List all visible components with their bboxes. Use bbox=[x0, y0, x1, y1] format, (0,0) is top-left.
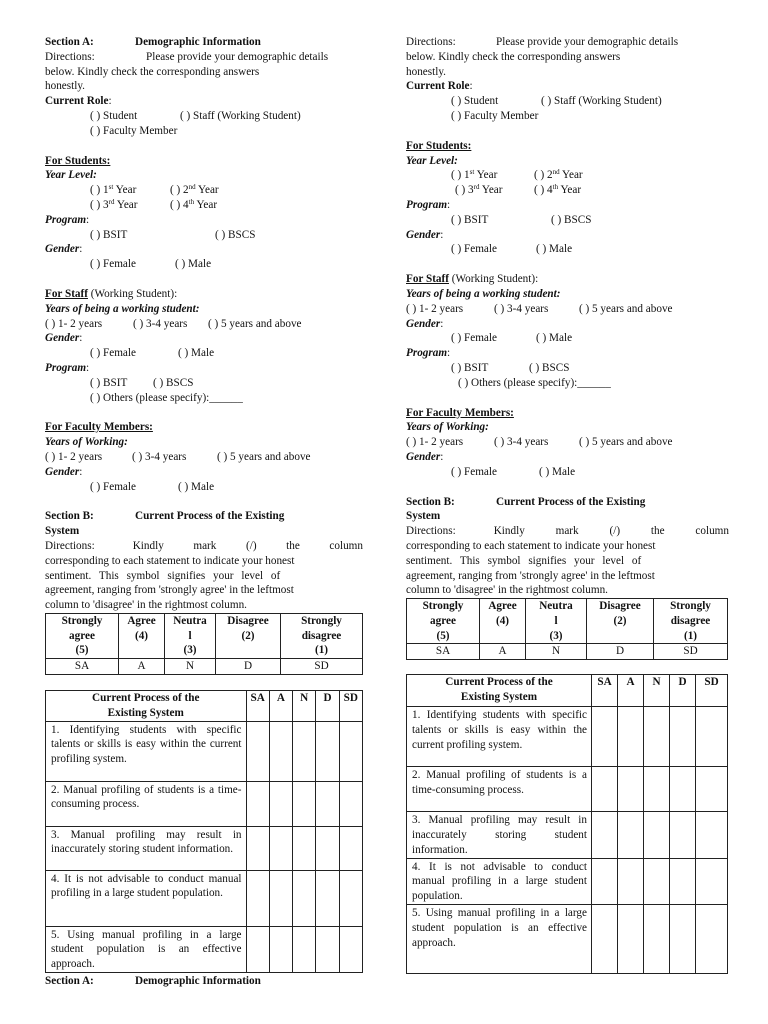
faculty-gender-label: Gender: bbox=[406, 450, 444, 463]
scale-header-row bbox=[407, 599, 728, 644]
year-4-sup: th bbox=[552, 183, 559, 192]
role-faculty-option[interactable]: ( ) Faculty Member bbox=[90, 124, 178, 137]
b-directions-label: Directions: bbox=[406, 525, 456, 538]
current-role-text: Current Role bbox=[45, 95, 109, 108]
table-row bbox=[407, 812, 728, 858]
years-5-option[interactable]: ( ) 5 years and above bbox=[208, 317, 302, 330]
col-sa-header: SA bbox=[592, 675, 618, 707]
rating-cell-sd[interactable] bbox=[696, 767, 728, 812]
year-1-text: ( ) 1 bbox=[451, 169, 470, 182]
table-row bbox=[46, 870, 363, 926]
years-3-4-option[interactable]: ( ) 3-4 years bbox=[494, 436, 549, 449]
year-3-text: ( ) 3 bbox=[90, 198, 109, 211]
section-b-title-2: System bbox=[406, 510, 441, 523]
program-text: Program bbox=[45, 213, 87, 226]
gender-text: Gender bbox=[406, 317, 441, 330]
scale-code-d: D bbox=[587, 644, 654, 660]
year-row-1 bbox=[45, 183, 363, 198]
year-2-option[interactable] bbox=[170, 184, 219, 196]
rating-cell-d[interactable] bbox=[670, 905, 696, 974]
section-b-title: Current Process of the Existing bbox=[496, 495, 646, 508]
rating-cell-a[interactable] bbox=[269, 870, 292, 926]
section-b-heading bbox=[406, 495, 729, 510]
scale-code-sd: SD bbox=[281, 659, 363, 675]
rating-cell-n[interactable] bbox=[293, 781, 316, 826]
statement-5: 5. Using manual profiling in a large student population is an effective approach. bbox=[407, 905, 592, 974]
spacer bbox=[406, 257, 729, 272]
col-n-header: N bbox=[644, 675, 670, 707]
years-1-2-option[interactable]: ( ) 1- 2 years bbox=[406, 436, 464, 449]
col-sa-header: SA bbox=[246, 691, 269, 722]
scale-code-sa: SA bbox=[407, 644, 480, 660]
female-option[interactable]: ( ) Female bbox=[451, 332, 497, 345]
for-staff-heading bbox=[45, 287, 363, 302]
directions-line-3: honestly. bbox=[45, 80, 85, 93]
directions-text: Please provide your demographic details bbox=[496, 36, 679, 48]
process-header: Current Process of the Existing System bbox=[407, 675, 592, 707]
section-b-heading bbox=[45, 509, 363, 524]
table-row bbox=[46, 721, 363, 781]
rating-cell-a[interactable] bbox=[618, 905, 644, 974]
role-staff-option[interactable]: ( ) Staff (Working Student) bbox=[180, 109, 301, 122]
spacer bbox=[406, 124, 729, 139]
scale-code-n: N bbox=[165, 659, 216, 675]
year-1-suffix: Year bbox=[474, 169, 498, 182]
year-3-sup: rd bbox=[108, 197, 115, 206]
statement-4: 4. It is not advisable to conduct manual profiling in a large student population. bbox=[46, 870, 247, 926]
years-working-label: Years of Working: bbox=[45, 436, 128, 449]
years-3-4-option[interactable]: ( ) 3-4 years bbox=[494, 302, 549, 315]
spacer bbox=[406, 480, 729, 495]
b-directions-line-5: column to 'disagree' in the rightmost column. bbox=[45, 599, 247, 612]
staff-gender-label: Gender: bbox=[45, 332, 83, 345]
table-row bbox=[407, 858, 728, 904]
faculty-years-row bbox=[406, 435, 729, 450]
year-4-suffix: Year bbox=[194, 198, 218, 211]
current-role-label: Current Role: bbox=[45, 95, 112, 108]
section-a-label: Section A: bbox=[45, 36, 94, 48]
section-b-title-2: System bbox=[45, 525, 80, 538]
b-directions-line-2: corresponding to each statement to indicate your honest bbox=[45, 554, 295, 567]
role-option-row bbox=[45, 109, 363, 124]
rating-cell-a[interactable] bbox=[269, 721, 292, 781]
statement-2: 2. Manual profiling of students is a time-consuming process. bbox=[46, 781, 247, 826]
section-b-label: Section B: bbox=[406, 495, 455, 508]
scale-code-n: N bbox=[526, 644, 587, 660]
female-option[interactable]: ( ) Female bbox=[451, 243, 497, 256]
col-d-header: D bbox=[316, 691, 339, 722]
col-sd-header: SD bbox=[339, 691, 362, 722]
scale-disagree-header: Disagree (2) bbox=[216, 613, 281, 658]
col-n-header: N bbox=[293, 691, 316, 722]
col-sd-header: SD bbox=[696, 675, 728, 707]
rating-scale-table bbox=[406, 598, 728, 660]
program-text: Program bbox=[45, 361, 87, 374]
years-5-option[interactable]: ( ) 5 years and above bbox=[579, 436, 673, 449]
years-1-2-option[interactable]: ( ) 1- 2 years bbox=[45, 317, 103, 330]
footer-section-a-label: Section A: bbox=[45, 975, 94, 988]
year-2-suffix: Year bbox=[195, 184, 219, 197]
rating-cell-n[interactable] bbox=[293, 870, 316, 926]
process-rating-table bbox=[406, 674, 728, 974]
bsit-option[interactable]: ( ) BSIT bbox=[451, 361, 489, 374]
year-3-suffix: Year bbox=[114, 198, 138, 211]
program-text: Program bbox=[406, 347, 448, 360]
current-role-label: Current Role: bbox=[406, 80, 473, 93]
b-directions-line-1 bbox=[45, 539, 363, 554]
rating-cell-a[interactable] bbox=[618, 707, 644, 767]
year-2-text: ( ) 2 bbox=[534, 169, 553, 182]
rating-cell-sd[interactable] bbox=[339, 826, 362, 870]
statement-3: 3. Manual profiling may result in inaccurately storing student information. bbox=[407, 812, 592, 858]
bsit-option[interactable]: ( ) BSIT bbox=[90, 376, 128, 389]
program-row bbox=[45, 228, 363, 243]
rating-cell-a[interactable] bbox=[618, 767, 644, 812]
year-4-sup: th bbox=[188, 197, 195, 206]
year-1-suffix: Year bbox=[113, 184, 137, 197]
rating-cell-d[interactable] bbox=[316, 826, 339, 870]
gender-label: Gender: bbox=[406, 228, 444, 241]
staff-years-row bbox=[406, 302, 729, 317]
gender-row bbox=[45, 257, 363, 272]
directions-text: Please provide your demographic details bbox=[146, 50, 329, 63]
spacer bbox=[45, 405, 363, 420]
staff-program-row bbox=[406, 361, 729, 376]
faculty-gender-row bbox=[45, 480, 363, 495]
rating-cell-sa[interactable] bbox=[246, 781, 269, 826]
rating-scale-table bbox=[45, 613, 363, 675]
year-2-text: ( ) 2 bbox=[170, 184, 189, 197]
bscs-option[interactable]: ( ) BSCS bbox=[215, 228, 256, 241]
gender-row bbox=[406, 242, 729, 257]
years-working-label: Years of Working: bbox=[406, 421, 489, 434]
years-working-student-label: Years of being a working student: bbox=[406, 287, 561, 300]
role-student-option[interactable]: ( ) Student bbox=[90, 109, 138, 122]
table-row bbox=[46, 826, 363, 870]
female-option[interactable]: ( ) Female bbox=[90, 347, 136, 360]
female-option[interactable]: ( ) Female bbox=[90, 258, 136, 271]
statement-4: 4. It is not advisable to conduct manual profiling in a large student population. bbox=[407, 858, 592, 904]
bsit-option[interactable]: ( ) BSIT bbox=[90, 228, 128, 241]
faculty-years-row bbox=[45, 450, 363, 465]
year-2-sup: nd bbox=[188, 183, 196, 192]
role-option-row bbox=[406, 94, 729, 109]
male-option[interactable]: ( ) Male bbox=[536, 332, 573, 345]
years-1-2-option[interactable]: ( ) 1- 2 years bbox=[406, 302, 464, 315]
scale-code-a: A bbox=[480, 644, 526, 660]
years-5-option[interactable]: ( ) 5 years and above bbox=[579, 302, 673, 315]
section-a-title: Demographic Information bbox=[135, 36, 261, 48]
bscs-option[interactable]: ( ) BSCS bbox=[529, 361, 570, 374]
year-level-label: Year Level: bbox=[406, 154, 458, 167]
left-questionnaire-column bbox=[45, 35, 363, 989]
bsit-option[interactable]: ( ) BSIT bbox=[451, 213, 489, 226]
staff-gender-row bbox=[45, 346, 363, 361]
for-staff-suffix: (Working Student): bbox=[448, 273, 539, 286]
year-3-text: ( ) 3 bbox=[455, 184, 474, 197]
for-faculty-heading: For Faculty Members: bbox=[406, 406, 514, 419]
rating-cell-sa[interactable] bbox=[592, 812, 618, 858]
rating-cell-sd[interactable] bbox=[696, 858, 728, 904]
for-staff-heading bbox=[406, 272, 729, 287]
rating-cell-sd[interactable] bbox=[696, 812, 728, 858]
table-row bbox=[46, 926, 363, 972]
process-header-row bbox=[407, 675, 728, 707]
rating-cell-n[interactable] bbox=[644, 707, 670, 767]
table-row bbox=[407, 905, 728, 974]
table-row bbox=[46, 781, 363, 826]
staff-program-label: Program: bbox=[406, 347, 451, 360]
b-directions-line-4: agreement, ranging from 'strongly agree' in the leftmost bbox=[406, 569, 655, 582]
statement-1: 1. Identifying students with specific talents or skills is easy within the current profiling system. bbox=[46, 721, 247, 781]
year-1-option[interactable] bbox=[451, 168, 534, 183]
year-1-sup: st bbox=[469, 168, 475, 177]
scale-agree-header: Agree (4) bbox=[480, 599, 526, 644]
bscs-option[interactable]: ( ) BSCS bbox=[551, 213, 592, 226]
process-header-row bbox=[46, 691, 363, 722]
directions-line-1 bbox=[406, 35, 729, 50]
year-row-2 bbox=[45, 198, 363, 213]
rating-cell-sa[interactable] bbox=[246, 926, 269, 972]
b-directions-text: Kindly mark (/) the column bbox=[493, 525, 729, 538]
scale-header-row bbox=[46, 613, 363, 658]
year-3-sup: rd bbox=[473, 183, 480, 192]
col-a-header: A bbox=[269, 691, 292, 722]
years-3-4-option[interactable]: ( ) 3-4 years bbox=[132, 450, 187, 463]
process-header: Current Process of the Existing System bbox=[46, 691, 247, 722]
directions-line-1 bbox=[45, 50, 363, 65]
year-3-option[interactable] bbox=[455, 183, 534, 198]
current-role-text: Current Role bbox=[406, 80, 470, 93]
scale-code-row bbox=[46, 659, 363, 675]
gender-text: Gender bbox=[45, 243, 80, 256]
rating-cell-n[interactable] bbox=[293, 826, 316, 870]
rating-cell-n[interactable] bbox=[293, 721, 316, 781]
rating-cell-sa[interactable] bbox=[592, 905, 618, 974]
statement-5: 5. Using manual profiling in a large student population is an effective approach. bbox=[46, 926, 247, 972]
rating-cell-a[interactable] bbox=[269, 826, 292, 870]
rating-cell-d[interactable] bbox=[316, 926, 339, 972]
directions-line-2: below. Kindly check the corresponding answers bbox=[406, 50, 621, 63]
others-option[interactable]: ( ) Others (please specify):______ bbox=[458, 376, 611, 389]
faculty-gender-label: Gender: bbox=[45, 465, 83, 478]
directions-label: Directions: bbox=[406, 36, 456, 48]
for-staff-label: For Staff bbox=[406, 273, 449, 286]
program-label: Program: bbox=[45, 213, 90, 226]
b-directions-line-1 bbox=[406, 524, 729, 539]
rating-cell-a[interactable] bbox=[269, 781, 292, 826]
scale-code-d: D bbox=[216, 659, 281, 675]
scale-agree-header: Agree (4) bbox=[119, 613, 165, 658]
rating-cell-sa[interactable] bbox=[246, 826, 269, 870]
year-4-option[interactable] bbox=[170, 199, 217, 211]
year-2-option[interactable] bbox=[534, 169, 583, 181]
gender-text: Gender bbox=[406, 450, 441, 463]
years-working-student-label: Years of being a working student: bbox=[45, 302, 200, 315]
directions-line-3: honestly. bbox=[406, 65, 446, 78]
for-staff-label: For Staff bbox=[45, 287, 88, 300]
program-row bbox=[406, 213, 729, 228]
staff-program-row bbox=[45, 376, 363, 391]
program-label: Program: bbox=[406, 198, 451, 211]
staff-gender-label: Gender: bbox=[406, 317, 444, 330]
rating-cell-d[interactable] bbox=[316, 781, 339, 826]
scale-code-sa: SA bbox=[46, 659, 119, 675]
for-students-heading: For Students: bbox=[406, 139, 472, 152]
gender-text: Gender bbox=[45, 465, 80, 478]
rating-cell-sd[interactable] bbox=[696, 707, 728, 767]
year-1-option[interactable] bbox=[90, 183, 170, 198]
male-option[interactable]: ( ) Male bbox=[539, 465, 576, 478]
scale-strongly-agree-header: Strongly agree (5) bbox=[407, 599, 480, 644]
b-directions-line-5: column to 'disagree' in the rightmost column. bbox=[406, 584, 608, 597]
rating-cell-sa[interactable] bbox=[246, 870, 269, 926]
rating-cell-d[interactable] bbox=[316, 721, 339, 781]
gender-label: Gender: bbox=[45, 243, 83, 256]
year-4-text: ( ) 4 bbox=[170, 198, 189, 211]
male-option[interactable]: ( ) Male bbox=[536, 243, 573, 256]
year-2-sup: nd bbox=[552, 168, 560, 177]
scale-code-sd: SD bbox=[654, 644, 728, 660]
b-directions-line-2: corresponding to each statement to indicate your honest bbox=[406, 539, 656, 552]
rating-cell-d[interactable] bbox=[670, 858, 696, 904]
year-level-label: Year Level: bbox=[45, 169, 97, 182]
faculty-gender-row bbox=[406, 465, 729, 480]
year-1-text: ( ) 1 bbox=[90, 184, 109, 197]
rating-cell-sd[interactable] bbox=[339, 926, 362, 972]
rating-cell-a[interactable] bbox=[618, 858, 644, 904]
staff-program-label: Program: bbox=[45, 361, 90, 374]
year-row-2 bbox=[406, 183, 729, 198]
others-option[interactable]: ( ) Others (please specify):______ bbox=[90, 391, 243, 404]
scale-neutral-header: Neutra l (3) bbox=[526, 599, 587, 644]
years-3-4-option[interactable]: ( ) 3-4 years bbox=[133, 317, 188, 330]
gender-text: Gender bbox=[45, 332, 80, 345]
directions-line-2: below. Kindly check the corresponding answers bbox=[45, 65, 260, 78]
year-1-sup: st bbox=[108, 183, 114, 192]
scale-strongly-agree-header: Strongly agree (5) bbox=[46, 613, 119, 658]
rating-cell-sa[interactable] bbox=[592, 858, 618, 904]
year-3-suffix: Year bbox=[479, 184, 503, 197]
table-row bbox=[407, 767, 728, 812]
rating-cell-a[interactable] bbox=[618, 812, 644, 858]
year-4-option[interactable] bbox=[534, 184, 581, 196]
rating-cell-d[interactable] bbox=[316, 870, 339, 926]
statement-1: 1. Identifying students with specific talents or skills is easy within the current profiling system. bbox=[407, 707, 592, 767]
spacer bbox=[45, 139, 363, 154]
male-option[interactable]: ( ) Male bbox=[178, 347, 215, 360]
rating-cell-sd[interactable] bbox=[339, 781, 362, 826]
for-students-heading: For Students: bbox=[45, 154, 111, 167]
gender-text: Gender bbox=[406, 228, 441, 241]
scale-code-a: A bbox=[119, 659, 165, 675]
years-1-2-option[interactable]: ( ) 1- 2 years bbox=[45, 450, 103, 463]
rating-cell-n[interactable] bbox=[644, 767, 670, 812]
spacer bbox=[406, 391, 729, 406]
for-staff-suffix: (Working Student): bbox=[87, 287, 178, 300]
role-faculty-option[interactable]: ( ) Faculty Member bbox=[451, 109, 539, 122]
footer-section-a-heading bbox=[45, 974, 363, 989]
footer-section-a-title: Demographic Information bbox=[135, 975, 261, 988]
male-option[interactable]: ( ) Male bbox=[178, 480, 215, 493]
scale-neutral-header: Neutra l (3) bbox=[165, 613, 216, 658]
program-text: Program bbox=[406, 198, 448, 211]
col-a-header: A bbox=[618, 675, 644, 707]
statement-3: 3. Manual profiling may result in inaccurately storing student information. bbox=[46, 826, 247, 870]
spacer bbox=[45, 494, 363, 509]
female-option[interactable]: ( ) Female bbox=[90, 480, 136, 493]
rating-cell-d[interactable] bbox=[670, 707, 696, 767]
b-directions-text: Kindly mark (/) the column bbox=[132, 539, 363, 552]
rating-cell-a[interactable] bbox=[269, 926, 292, 972]
scale-disagree-header: Disagree (2) bbox=[587, 599, 654, 644]
scale-code-row bbox=[407, 644, 728, 660]
rating-cell-sd[interactable] bbox=[339, 721, 362, 781]
rating-cell-d[interactable] bbox=[670, 812, 696, 858]
rating-cell-sa[interactable] bbox=[592, 767, 618, 812]
rating-cell-sa[interactable] bbox=[592, 707, 618, 767]
section-b-label: Section B: bbox=[45, 510, 94, 523]
for-faculty-heading: For Faculty Members: bbox=[45, 421, 153, 434]
rating-cell-sd[interactable] bbox=[339, 870, 362, 926]
b-directions-label: Directions: bbox=[45, 539, 95, 552]
male-option[interactable]: ( ) Male bbox=[175, 258, 212, 271]
years-5-option[interactable]: ( ) 5 years and above bbox=[217, 450, 311, 463]
staff-years-row bbox=[45, 317, 363, 332]
year-3-option[interactable] bbox=[90, 198, 170, 213]
year-row-1 bbox=[406, 168, 729, 183]
role-student-option[interactable]: ( ) Student bbox=[451, 95, 499, 108]
rating-cell-n[interactable] bbox=[644, 812, 670, 858]
statement-2: 2. Manual profiling of students is a time-consuming process. bbox=[407, 767, 592, 812]
rating-cell-n[interactable] bbox=[644, 858, 670, 904]
female-option[interactable]: ( ) Female bbox=[451, 465, 497, 478]
role-staff-option[interactable]: ( ) Staff (Working Student) bbox=[541, 95, 662, 108]
b-directions-line-3: sentiment. This symbol signifies your level of bbox=[406, 554, 642, 567]
rating-cell-d[interactable] bbox=[670, 767, 696, 812]
rating-cell-n[interactable] bbox=[293, 926, 316, 972]
table-row bbox=[407, 707, 728, 767]
year-4-text: ( ) 4 bbox=[534, 184, 553, 197]
directions-label: Directions: bbox=[45, 50, 95, 63]
rating-cell-n[interactable] bbox=[644, 905, 670, 974]
bscs-option[interactable]: ( ) BSCS bbox=[153, 376, 194, 389]
year-4-suffix: Year bbox=[558, 184, 582, 197]
process-rating-table bbox=[45, 690, 363, 973]
b-directions-line-3: sentiment. This symbol signifies your level of bbox=[45, 569, 281, 582]
spacer bbox=[45, 272, 363, 287]
scale-strongly-disagree-header: Strongly disagree (1) bbox=[654, 599, 728, 644]
col-d-header: D bbox=[670, 675, 696, 707]
staff-gender-row bbox=[406, 331, 729, 346]
b-directions-line-4: agreement, ranging from 'strongly agree' in the leftmost bbox=[45, 584, 294, 597]
year-2-suffix: Year bbox=[559, 169, 583, 182]
section-b-title: Current Process of the Existing bbox=[135, 510, 285, 523]
scale-strongly-disagree-header: Strongly disagree (1) bbox=[281, 613, 363, 658]
rating-cell-sa[interactable] bbox=[246, 721, 269, 781]
section-a-heading bbox=[45, 35, 363, 50]
right-questionnaire-column bbox=[406, 35, 729, 974]
rating-cell-sd[interactable] bbox=[696, 905, 728, 974]
